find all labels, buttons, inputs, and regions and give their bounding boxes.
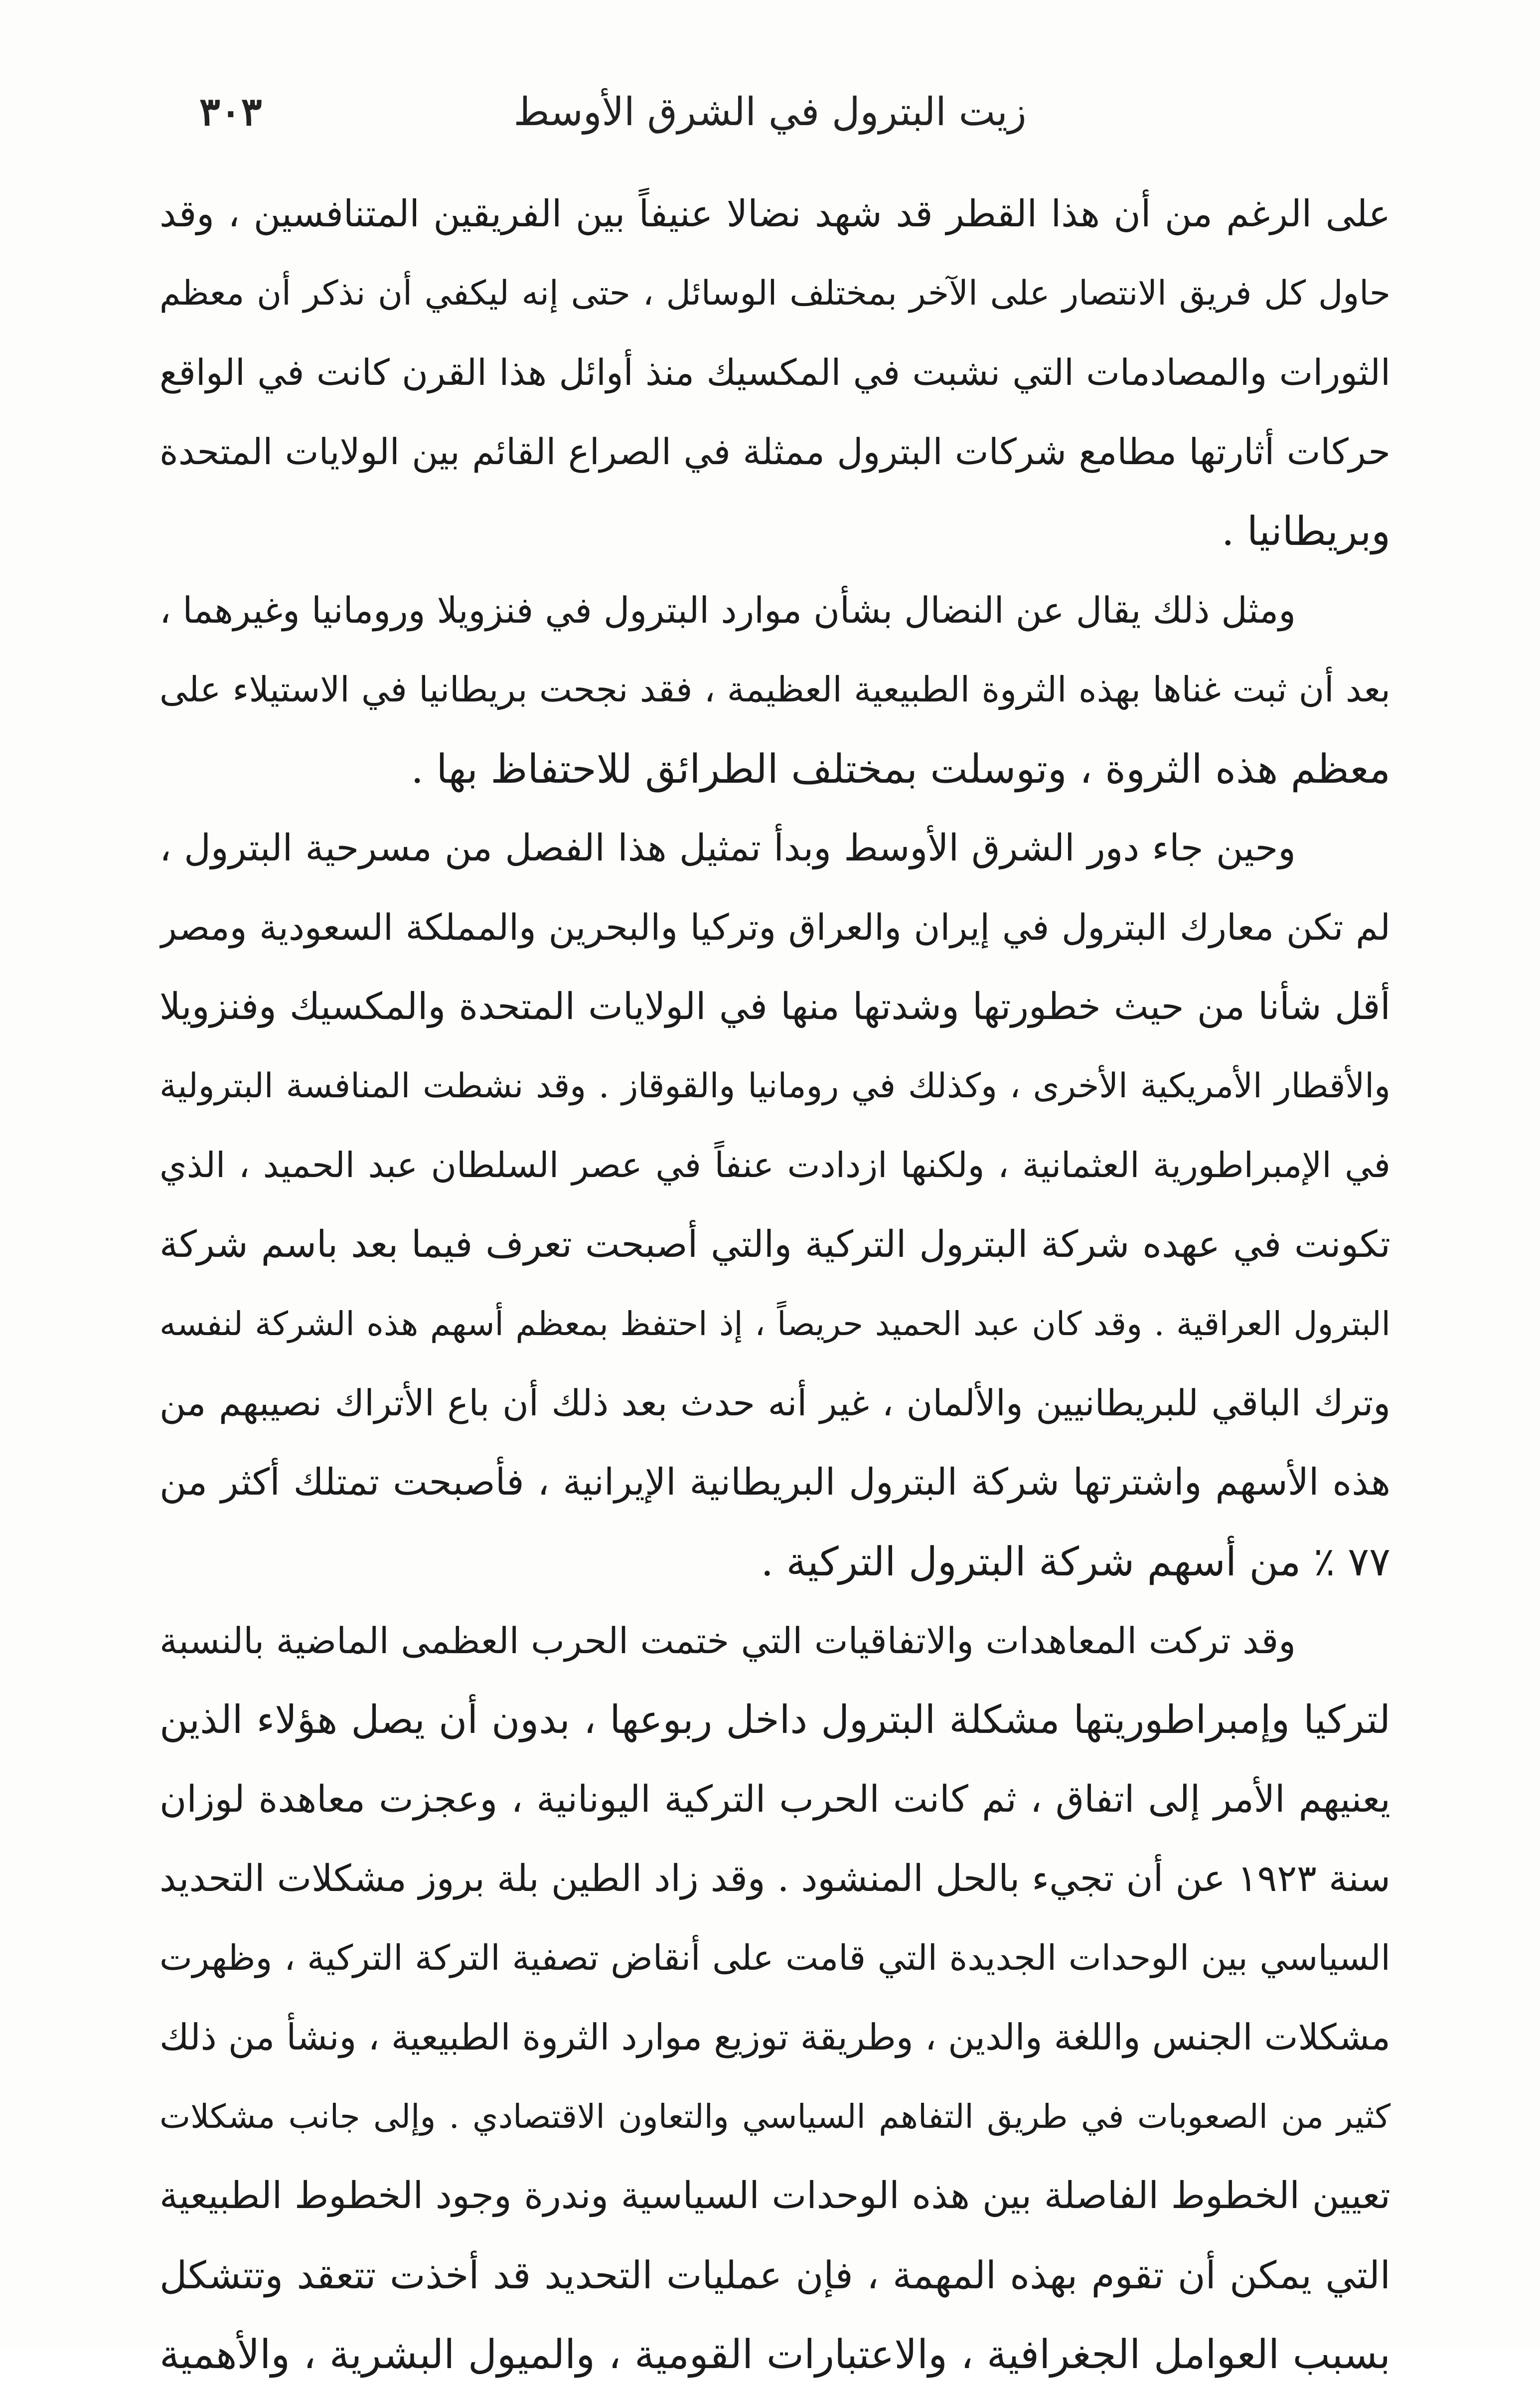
- text-line: معظم هذه الثروة ، وتوسلت بمختلف الطرائق للاحتفاظ بها .: [411, 746, 1390, 792]
- text-line: تكونت في عهده شركة البترول التركية والتي أصبحت تعرف فيما بعد باسم شركة: [159, 1223, 1390, 1266]
- page-header: [199, 85, 1341, 145]
- text-line: بعد أن ثبت غناها بهذه الثروة الطبيعية العظيمة ، فقد نجحت بريطانيا في الاستيلاء على: [159, 669, 1390, 710]
- text-line: وقد تركت المعاهدات والاتفاقيات التي ختمت الحرب العظمى الماضية بالنسبة: [159, 1620, 1296, 1662]
- text-line: يعنيهم الأمر إلى اتفاق ، ثم كانت الحرب التركية اليونانية ، وعجزت معاهدة لوزان: [159, 1778, 1390, 1821]
- text-line: مشكلات الجنس واللغة والدين ، وطريقة توزيع موارد الثروة الطبيعية ، ونشأ من ذلك: [159, 2016, 1390, 2058]
- body-text: [159, 174, 1390, 2394]
- text-line: لتركيا وإمبراطوريتها مشكلة البترول داخل ربوعها ، بدون أن يصل هؤلاء الذين: [159, 1698, 1390, 1742]
- text-line: هذه الأسهم واشترتها شركة البترول البريطانية الإيرانية ، فأصبحت تمتلك أكثر من: [159, 1461, 1390, 1504]
- text-line: وبريطانيا .: [1222, 508, 1390, 554]
- text-line: وترك الباقي للبريطانيين والألمان ، غير أنه حدث بعد ذلك أن باع الأتراك نصيبهم من: [159, 1382, 1390, 1424]
- text-line: الثورات والمصادمات التي نشبت في المكسيك منذ أوائل هذا القرن كانت في الواقع: [159, 351, 1390, 393]
- text-line: حاول كل فريق الانتصار على الآخر بمختلف الوسائل ، حتى إنه ليكفي أن نذكر أن معظم: [159, 274, 1390, 313]
- running-title: زيت البترول في الشرق الأوسط: [513, 90, 1027, 135]
- text-line: بسبب العوامل الجغرافية ، والاعتبارات القومية ، والميول البشرية ، والأهمية: [159, 2331, 1390, 2378]
- text-line: تعيين الخطوط الفاصلة بين هذه الوحدات السياسية وندرة وجود الخطوط الطبيعية: [159, 2174, 1390, 2217]
- text-line: السياسي بين الوحدات الجديدة التي قامت على أنقاض تصفية التركة التركية ، وظهرت: [159, 1937, 1390, 1978]
- text-line: والأقطار الأمريكية الأخرى ، وكذلك في رومانيا والقوقاز . وقد نشطت المنافسة البترولية: [159, 1066, 1390, 1106]
- text-line: لم تكن معارك البترول في إيران والعراق وتركيا والبحرين والمملكة السعودية ومصر: [159, 906, 1390, 948]
- text-line: سنة ١٩٢٣ عن أن تجيء بالحل المنشود . وقد زاد الطين بلة بروز مشكلات التحديد: [159, 1857, 1390, 1900]
- text-line: أقل شأنا من حيث خطورتها وشدتها منها في الولايات المتحدة والمكسيك وفنزويلا: [159, 985, 1390, 1028]
- text-line: وحين جاء دور الشرق الأوسط وبدأ تمثيل هذا الفصل من مسرحية البترول ،: [159, 827, 1296, 869]
- text-line: التي يمكن أن تقوم بهذه المهمة ، فإن عمليات التحديد قد أخذت تتعقد وتتشكل: [159, 2253, 1390, 2297]
- text-line: كثير من الصعوبات في طريق التفاهم السياسي والتعاون الاقتصادي . وإلى جانب مشكلات: [159, 2097, 1390, 2136]
- text-line: ومثل ذلك يقال عن النضال بشأن موارد البترول في فنزويلا ورومانيا وغيرهما ،: [159, 589, 1296, 631]
- page-number: ٣٠٣: [199, 89, 262, 135]
- text-line: ٧٧ ٪ من أسهم شركة البترول التركية .: [761, 1539, 1390, 1585]
- text-line: على الرغم من أن هذا القطر قد شهد نضالا عنيفاً بين الفريقين المتنافسين ، وقد: [159, 192, 1390, 235]
- text-line: في الإمبراطورية العثمانية ، ولكنها ازدادت عنفاً في عصر السلطان عبد الحميد ، الذي: [159, 1145, 1390, 1186]
- text-line: حركات أثارتها مطامع شركات البترول ممثلة في الصراع القائم بين الولايات المتحدة: [159, 431, 1390, 473]
- text-line: البترول العراقية . وقد كان عبد الحميد حريصاً ، إذ احتفظ بمعظم أسهم هذه الشركة لنفسه: [159, 1305, 1390, 1343]
